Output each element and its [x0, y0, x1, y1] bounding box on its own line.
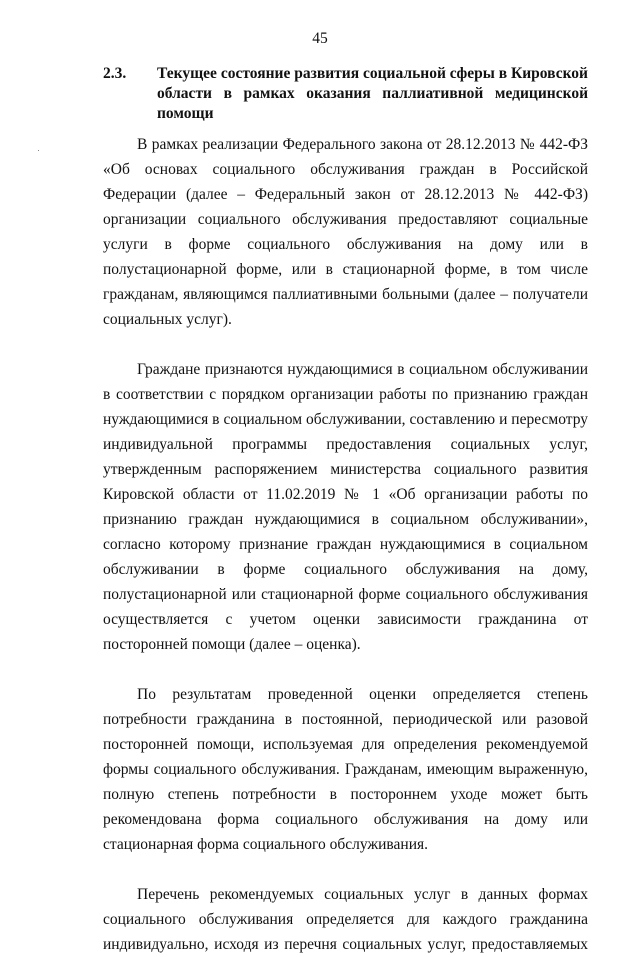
paragraph: В рамках реализации Федерального закона от 28.12.2013 № 442-ФЗ «Об основах социального обслуживания граждан в Российской Федерации (далее – Федеральный закон от 28.12.2013 № 442-ФЗ) организации социального обслуживания предоставляют социальные услуги в форме социального обслуживания на дому или в полустационарной форме, или в стационарной форме, в том числе гражданам, являющимся паллиативными больными (далее – получатели социальных услуг).	[103, 136, 588, 328]
margin-speck	[38, 150, 39, 151]
document-body	[103, 132, 588, 957]
page-number: 45	[312, 30, 328, 47]
section-title: Текущее состояние развития социальной сферы в Кировской области в рамках оказания паллиативной медицинской помощи	[157, 65, 588, 122]
paragraph: По результатам проведенной оценки определяется степень потребности гражданина в постоянной, периодической или разовой посторонней помощи, используемая для определения рекомендуемой формы социального обслуживания. Гражданам, имеющим выраженную, полную степень потребности в постороннем уходе может быть рекомендована форма социального обслуживания на дому или стационарная форма социального обслуживания.	[103, 686, 588, 853]
section-heading	[103, 64, 588, 124]
paragraph: Перечень рекомендуемых социальных услуг в данных формах социального обслуживания определяется для каждого гражданина индивидуально, исходя из перечня социальных услуг, предоставляемых	[103, 886, 588, 953]
paragraph: Граждане признаются нуждающимися в социальном обслуживании в соответствии с порядком организации работы по признанию граждан нуждающимися в социальном обслуживании, составлению и пересмотру индивидуальной программы предоставления социальных услуг, утвержденным распоряжением министерства социального развития Кировской области от 11.02.2019 № 1 «Об организации работы по признанию граждан нуждающимися в социальном обслуживании», согласно которому признание граждан нуждающимися в социальном обслуживании в форме социального обслуживания на дому, полустационарной или стационарной форме социального обслуживания осуществляется с учетом оценки зависимости гражданина от посторонней помощи (далее – оценка).	[103, 361, 588, 653]
section-number: 2.3.	[103, 65, 127, 82]
